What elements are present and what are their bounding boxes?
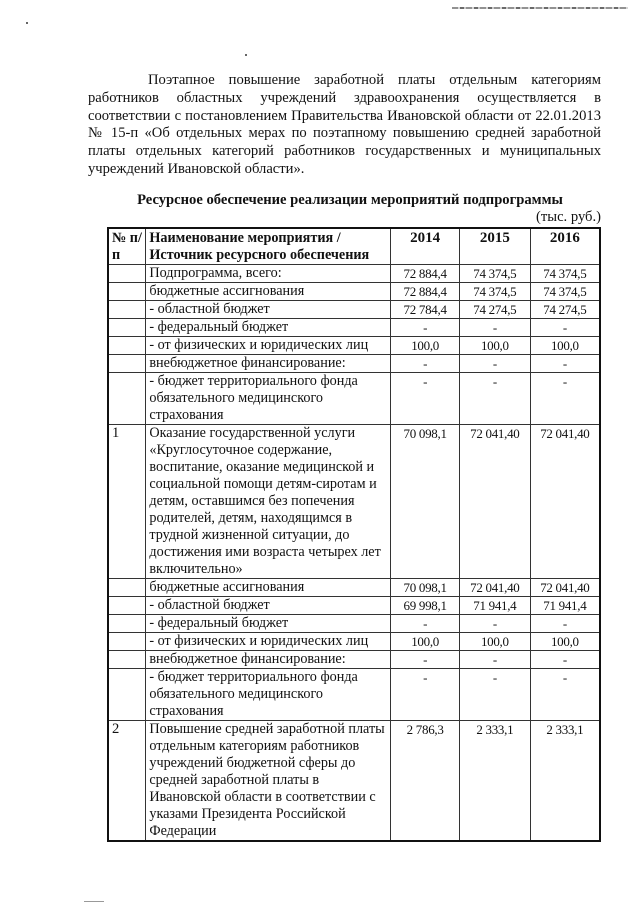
value-2015: 74 274,5 [459,301,530,319]
value-2016: 100,0 [530,337,600,355]
value-2014: - [391,615,460,633]
table-row [108,319,600,337]
table-title: Ресурсное обеспечение реализации мероприятий подпрограммы [137,192,563,208]
value-2014: 72 884,4 [391,283,460,301]
row-number [108,597,146,615]
value-2014: - [391,373,460,425]
scan-speck [245,54,247,56]
value-2015: - [459,651,530,669]
header-no: № п/п [108,228,146,265]
value-2016: - [530,373,600,425]
row-number [108,669,146,721]
value-2015: 74 374,5 [459,265,530,283]
row-number [108,615,146,633]
row-name: внебюджетное финансирование: [146,651,391,669]
intro-paragraph: Поэтапное повышение заработной платы отдельным категориям работников областных учреждений здравоохранения осуществляется в соответствии с постановлением Правительства Ивановской области от 22.01.2013 № 15-п «Об отдельных мерах по поэтапному повышению средней заработной платы отдельных категорий работников государственных и муниципальных учреждений Ивановской области». [88,72,601,177]
value-2014: - [391,669,460,721]
value-2015: - [459,373,530,425]
value-2014: 2 786,3 [391,721,460,842]
value-2014: 100,0 [391,633,460,651]
scan-artifact-line [452,7,628,9]
row-number: 1 [108,425,146,579]
value-2015: 100,0 [459,337,530,355]
row-number [108,651,146,669]
table-row [108,373,600,425]
scan-artifact-bottom [84,901,104,902]
value-2015: 100,0 [459,633,530,651]
row-number: 2 [108,721,146,842]
row-number [108,633,146,651]
row-name: - областной бюджет [146,301,391,319]
units-label: (тыс. руб.) [536,209,601,225]
value-2015: - [459,319,530,337]
row-number [108,337,146,355]
value-2016: 74 374,5 [530,283,600,301]
table-row [108,579,600,597]
row-name: внебюджетное финансирование: [146,355,391,373]
row-number [108,319,146,337]
value-2016: 100,0 [530,633,600,651]
resource-table [107,227,601,842]
value-2016: - [530,615,600,633]
table-row [108,337,600,355]
value-2015: - [459,355,530,373]
value-2014: 69 998,1 [391,597,460,615]
header-year-2015: 2015 [459,228,530,265]
row-name: - от физических и юридических лиц [146,337,391,355]
value-2016: 74 374,5 [530,265,600,283]
value-2016: 71 941,4 [530,597,600,615]
table-row [108,355,600,373]
value-2016: 2 333,1 [530,721,600,842]
row-name: - областной бюджет [146,597,391,615]
row-number [108,579,146,597]
table-row [108,283,600,301]
row-name: - бюджет территориального фонда обязательного медицинского страхования [146,669,391,721]
value-2015: 74 374,5 [459,283,530,301]
table-row [108,721,600,842]
row-name: бюджетные ассигнования [146,579,391,597]
header-year-2014: 2014 [391,228,460,265]
scan-speck [26,22,28,24]
header-name: Наименование мероприятия / Источник ресурсного обеспечения [146,228,391,265]
value-2016: 72 041,40 [530,579,600,597]
value-2014: - [391,651,460,669]
value-2016: 72 041,40 [530,425,600,579]
value-2014: 100,0 [391,337,460,355]
value-2016: - [530,319,600,337]
value-2015: 71 941,4 [459,597,530,615]
value-2015: 2 333,1 [459,721,530,842]
table-row [108,615,600,633]
table-row [108,669,600,721]
value-2016: - [530,669,600,721]
row-number [108,265,146,283]
row-name: Подпрограмма, всего: [146,265,391,283]
value-2016: - [530,651,600,669]
header-year-2016: 2016 [530,228,600,265]
table-row [108,425,600,579]
row-name: Повышение средней заработной платы отдельным категориям работников учреждений бюджетной сферы до средней заработной платы в Ивановской области в соответствии с указами Президента Российской Федерации [146,721,391,842]
row-name: Оказание государственной услуги «Круглосуточное содержание, воспитание, оказание медицинской и социальной помощи детям-сиротам и детям, оставшимся без попечения родителей, детям, находящимся в трудной жизненной ситуации, до достижения ими возраста четырех лет включительно» [146,425,391,579]
table-row [108,651,600,669]
row-number [108,355,146,373]
table-row [108,597,600,615]
row-name: - от физических и юридических лиц [146,633,391,651]
value-2014: - [391,319,460,337]
value-2016: - [530,355,600,373]
value-2015: 72 041,40 [459,579,530,597]
value-2014: 72 884,4 [391,265,460,283]
row-name: бюджетные ассигнования [146,283,391,301]
table-header-row [108,228,600,265]
value-2014: 70 098,1 [391,579,460,597]
row-number [108,373,146,425]
row-name: - бюджет территориального фонда обязательного медицинского страхования [146,373,391,425]
table-row [108,301,600,319]
value-2014: 70 098,1 [391,425,460,579]
value-2015: - [459,669,530,721]
value-2015: 72 041,40 [459,425,530,579]
row-name: - федеральный бюджет [146,615,391,633]
value-2014: 72 784,4 [391,301,460,319]
value-2016: 74 274,5 [530,301,600,319]
value-2014: - [391,355,460,373]
table-row [108,265,600,283]
row-number [108,283,146,301]
value-2015: - [459,615,530,633]
row-number [108,301,146,319]
row-name: - федеральный бюджет [146,319,391,337]
table-row [108,633,600,651]
